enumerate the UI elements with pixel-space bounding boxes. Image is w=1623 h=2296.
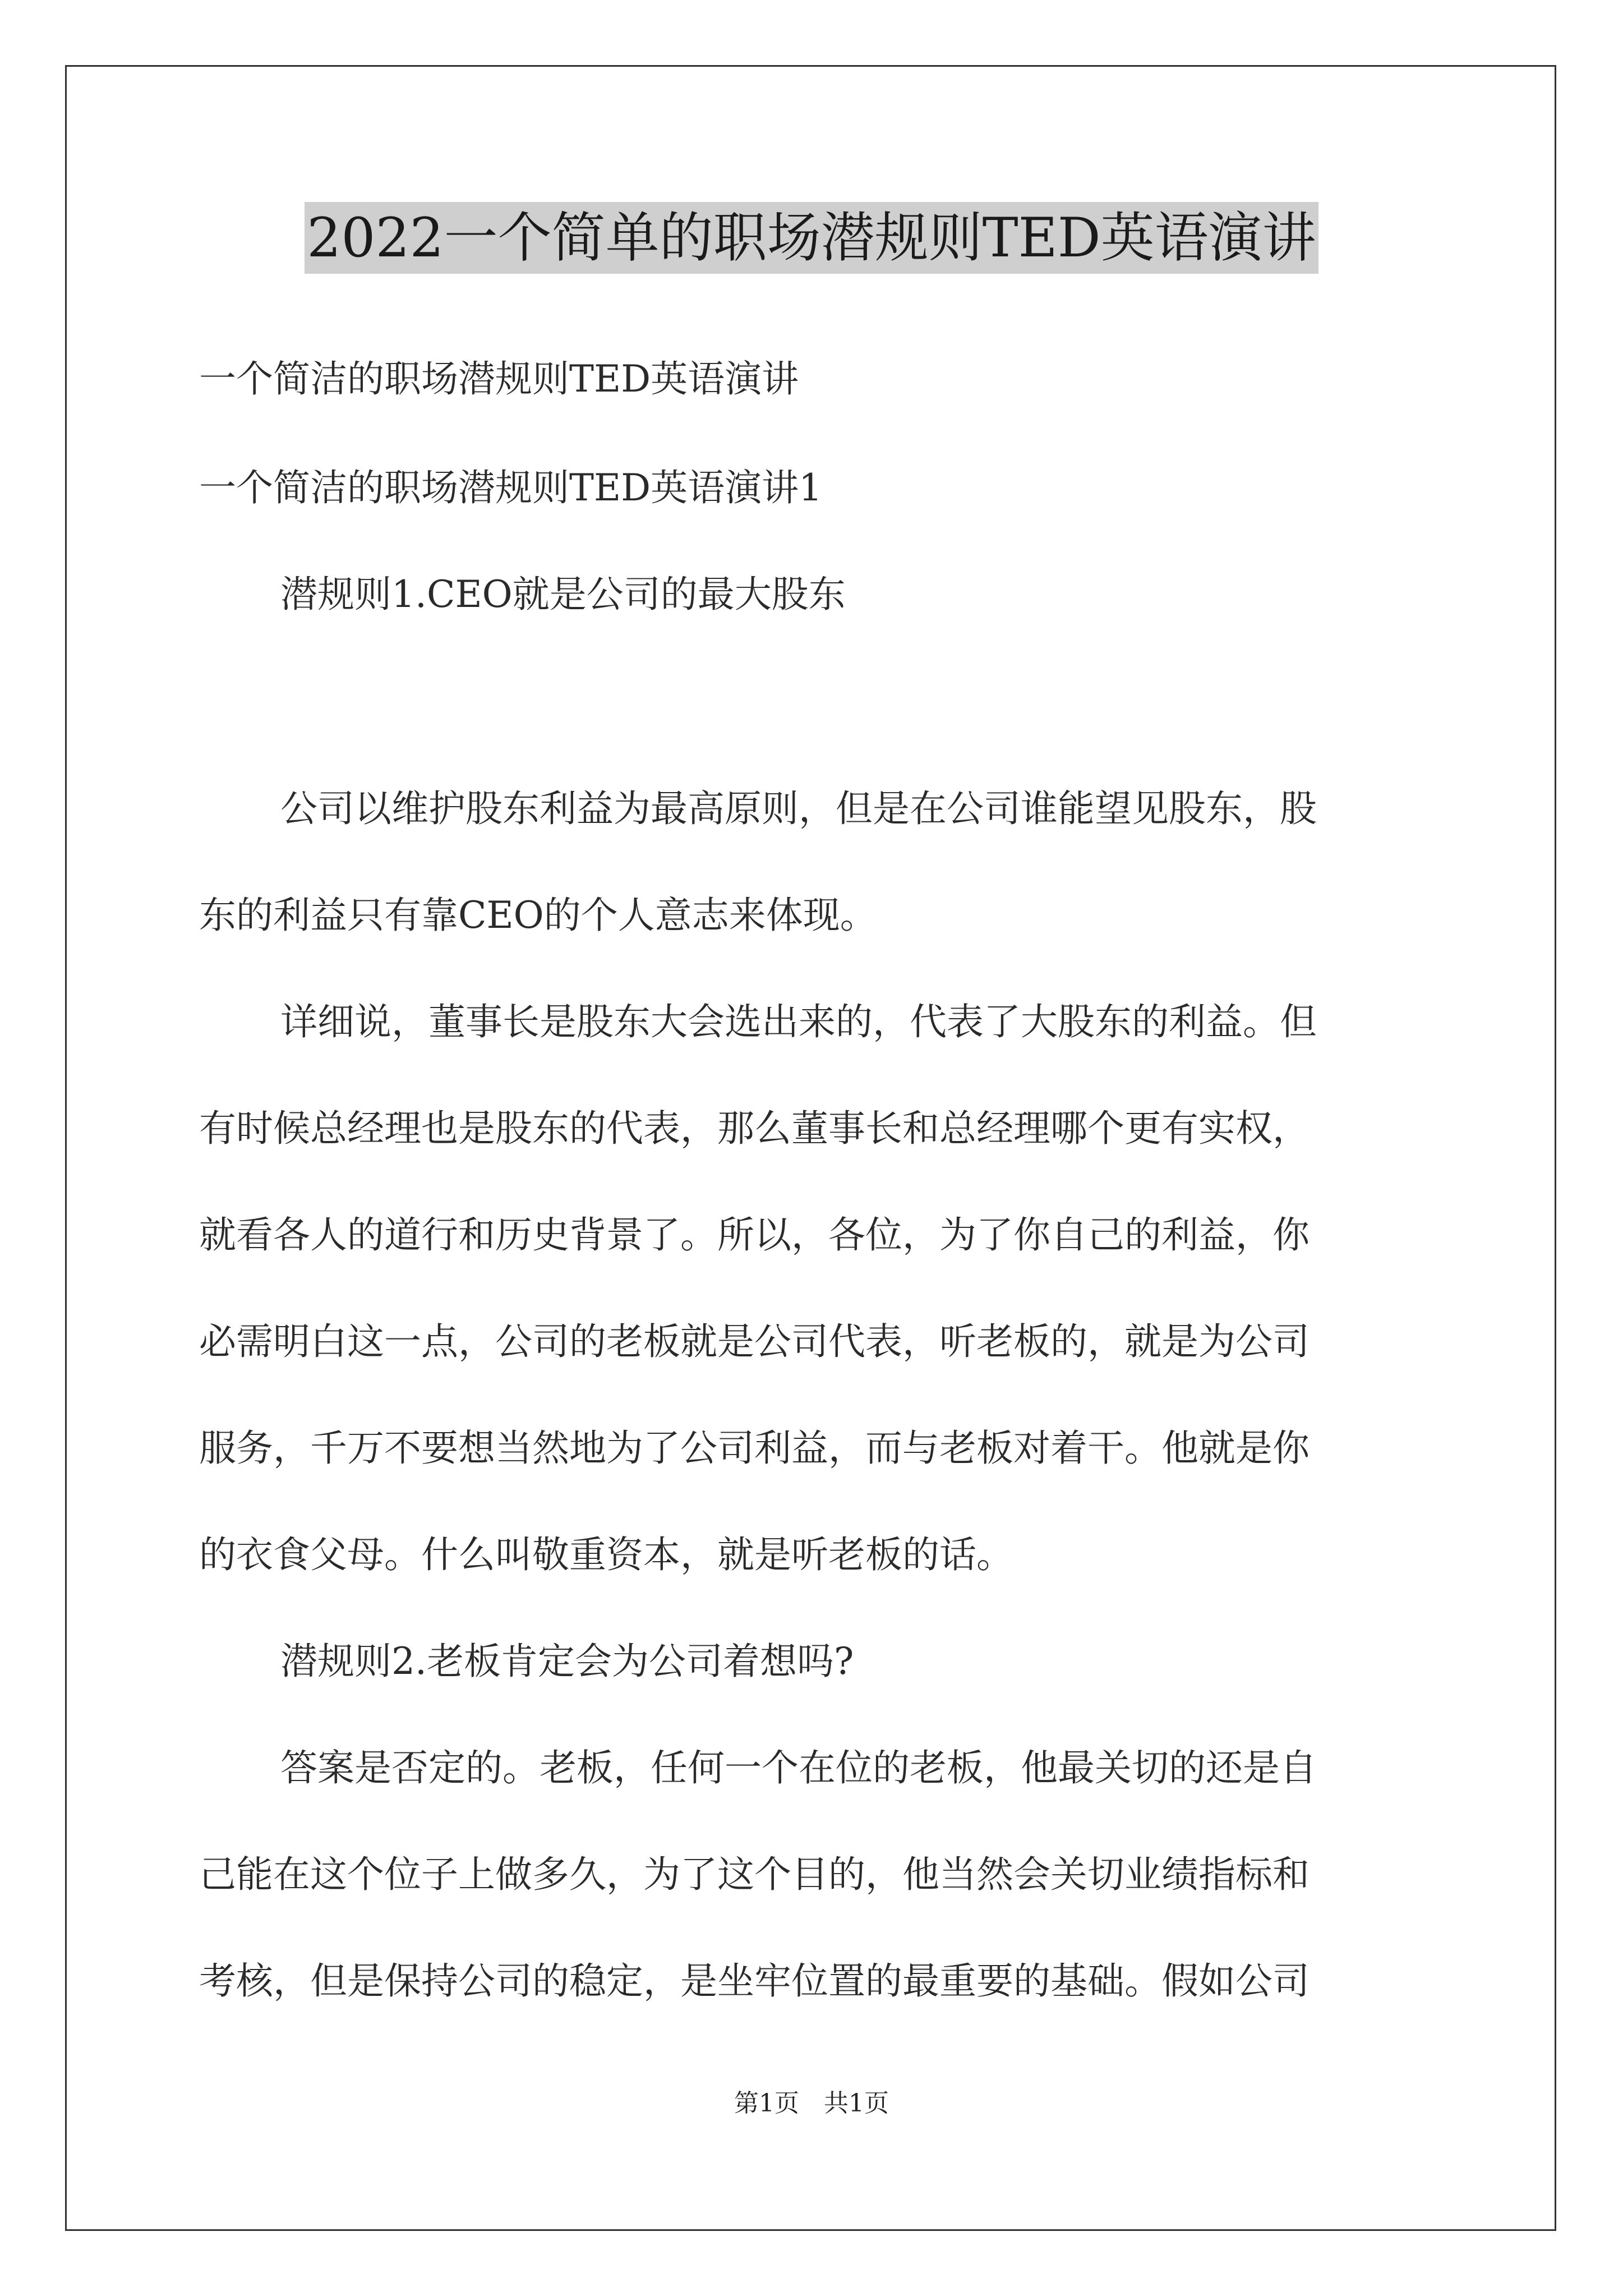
paragraph-line: 服务，千万不要想当然地为了公司利益，而与老板对着干。他就是你 bbox=[199, 1427, 1310, 1470]
subtitle-line: 一个简洁的职场潜规则TED英语演讲1 bbox=[199, 466, 823, 509]
subtitle-line: 一个简洁的职场潜规则TED英语演讲 bbox=[199, 357, 799, 401]
document-title: 2022一个简单的职场潜规则TED英语演讲 bbox=[305, 202, 1318, 274]
paragraph-line: 就看各人的道行和历史背景了。所以，各位，为了你自己的利益，你 bbox=[199, 1213, 1310, 1257]
paragraph-line: 己能在这个位子上做多久，为了这个目的，他当然会关切业绩指标和 bbox=[199, 1853, 1310, 1896]
paragraph-line: 必需明白这一点，公司的老板就是公司代表，听老板的，就是为公司 bbox=[199, 1320, 1310, 1363]
paragraph-line: 公司以维护股东利益为最高原则，但是在公司谁能望见股东，股 bbox=[280, 787, 1317, 830]
paragraph-line: 详细说，董事长是股东大会选出来的，代表了大股东的利益。但 bbox=[280, 1000, 1317, 1043]
rule-heading: 潜规则1.CEO就是公司的最大股东 bbox=[280, 573, 846, 616]
title-container bbox=[0, 202, 1623, 274]
paragraph-line: 有时候总经理也是股东的代表，那么董事长和总经理哪个更有实权， bbox=[199, 1107, 1310, 1150]
paragraph-line: 考核，但是保持公司的稳定，是坐牢位置的最重要的基础。假如公司 bbox=[199, 1959, 1310, 2003]
paragraph-line: 东的利益只有靠CEO的个人意志来体现。 bbox=[199, 894, 877, 937]
rule-heading: 潜规则2.老板肯定会为公司着想吗? bbox=[280, 1640, 854, 1683]
paragraph-line: 答案是否定的。老板，任何一个在位的老板，他最关切的还是自 bbox=[280, 1746, 1317, 1789]
page-footer: 第1页 共1页 bbox=[734, 2089, 889, 2118]
paragraph-line: 的衣食父母。什么叫敬重资本，就是听老板的话。 bbox=[199, 1533, 1013, 1576]
